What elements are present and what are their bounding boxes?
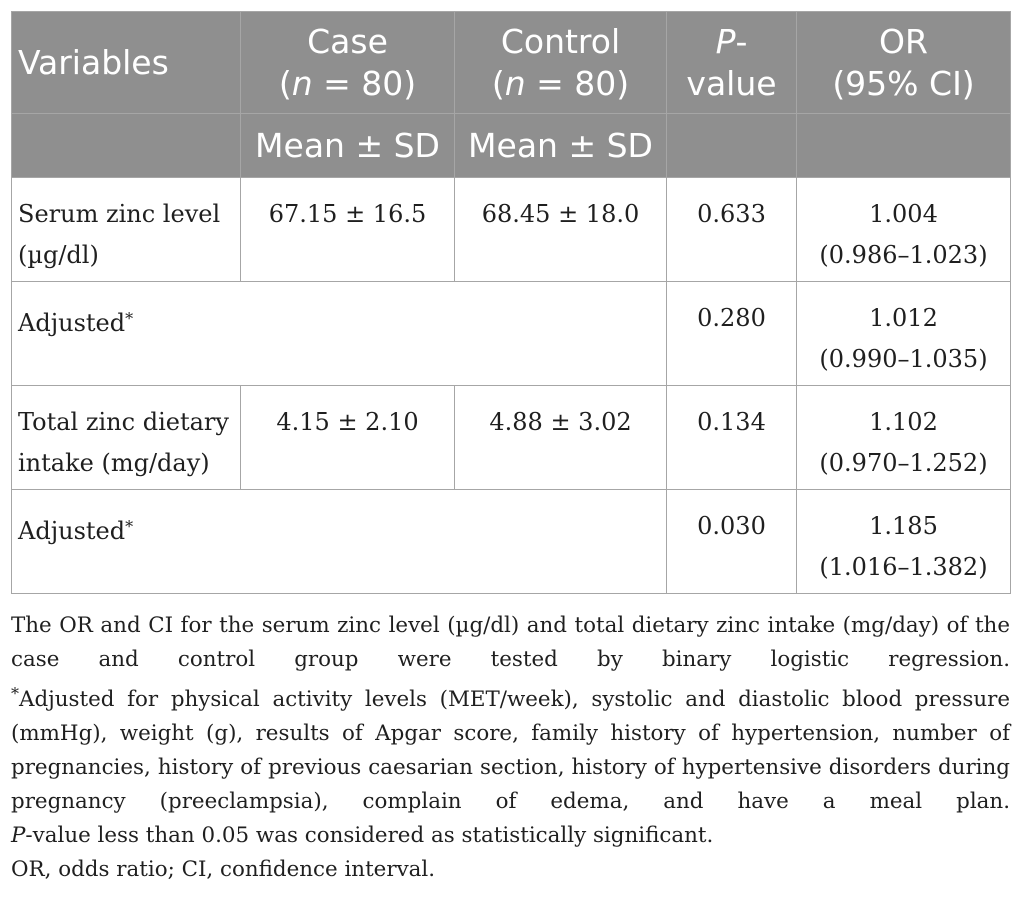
table-row [12,178,1011,282]
subheader-empty [12,114,241,178]
variable-line: Serum zinc level [18,200,221,228]
results-table [11,11,1011,594]
table-footnotes [11,609,1010,887]
header-variables: Variables [12,12,241,114]
header-pvalue-title: P- [715,21,748,61]
header-control [455,12,667,114]
variable-cell [12,490,667,594]
ci-value: (0.990–1.035) [819,345,988,373]
footnote-3 [11,819,1010,853]
ci-value: (1.016–1.382) [819,553,988,581]
footnote-4: OR, odds ratio; CI, confidence interval. [11,857,436,882]
or-value: 1.012 [869,304,938,332]
header-or-title: OR [879,21,928,61]
header-case-title: Case [307,21,388,61]
variable-line: Adjusted [18,517,126,545]
header-pvalue-sub: value [686,63,777,103]
header-control-title: Control [500,21,621,61]
table-row [12,490,1011,594]
variable-line: (µg/dl) [18,241,99,269]
p-value: 0.030 [667,490,797,594]
variable-cell [12,386,241,490]
or-value: 1.185 [869,512,938,540]
subheader-empty [667,114,797,178]
header-case-n: (n = 80) [278,63,417,103]
footnote-marker: * [125,517,134,536]
ci-value: (0.970–1.252) [819,449,988,477]
or-cell [797,282,1011,386]
p-value: 0.134 [667,386,797,490]
variable-line: Adjusted [18,309,126,337]
header-or-sub: (95% CI) [832,63,975,103]
control-value: 68.45 ± 18.0 [455,178,667,282]
ci-value: (0.986–1.023) [819,241,988,269]
variable-line: Total zinc dietary [18,408,229,436]
footnote-1: The OR and CI for the serum zinc level (µg/dl) and total dietary zinc intake (mg/day) of the case and control group were tested by binary logistic regression. [11,613,1010,672]
footnote-marker: * [11,684,19,703]
table-row [12,282,1011,386]
header-pvalue [667,12,797,114]
variable-line: intake (mg/day) [18,449,210,477]
variable-cell [12,178,241,282]
or-cell [797,490,1011,594]
subheader-row [12,114,1011,178]
footnote-marker: * [125,309,134,328]
header-row [12,12,1011,114]
control-value: 4.88 ± 3.02 [455,386,667,490]
or-cell [797,386,1011,490]
p-value: 0.280 [667,282,797,386]
subheader-case-stat: Mean ± SD [241,114,455,178]
subheader-control-stat: Mean ± SD [455,114,667,178]
header-case [241,12,455,114]
header-or [797,12,1011,114]
or-cell [797,178,1011,282]
header-control-n: (n = 80) [491,63,630,103]
footnote-2-text: Adjusted for physical activity levels (MET/week), systolic and diastolic blood pressure (mmHg), weight (g), results of Apgar score, family history of hypertension, number of pregnancies, history of previous caesarian section, history of hypertensive disorders during pregnancy (preeclampsia), complain of edema, and have a meal plan. [11,687,1010,814]
footnote-2 [11,677,1010,819]
case-value: 4.15 ± 2.10 [241,386,455,490]
footnote-3-p: P [11,823,26,848]
or-value: 1.004 [869,200,938,228]
or-value: 1.102 [869,408,938,436]
case-value: 67.15 ± 16.5 [241,178,455,282]
p-value: 0.633 [667,178,797,282]
table-row [12,386,1011,490]
subheader-empty [797,114,1011,178]
variable-cell [12,282,667,386]
footnote-3-text: -value less than 0.05 was considered as statistically significant. [25,823,714,848]
